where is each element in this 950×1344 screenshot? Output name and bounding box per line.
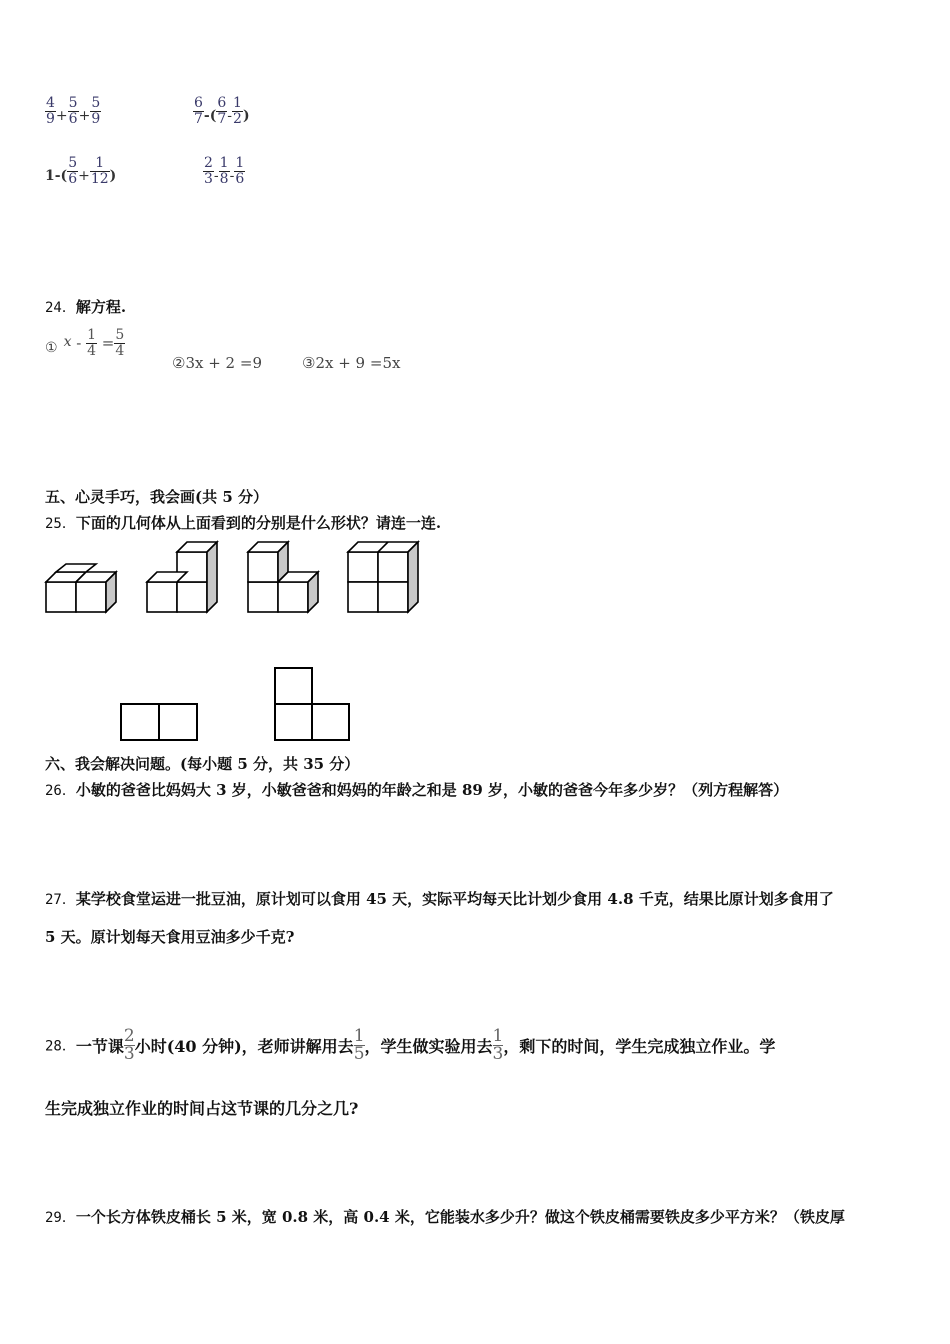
question-28-line-2: 生完成独立作业的时间占这节课的几分之几? <box>45 1099 359 1118</box>
fraction: $\frac{1}{6}$ <box>235 155 245 187</box>
top-view-shape-1 <box>121 704 197 740</box>
question-24-heading: 24．解方程. <box>45 298 127 316</box>
calc-expression-1: $\frac{4}{9}$ + $\frac{5}{6}$ + $\frac{5}{9}$ <box>46 95 101 127</box>
solid-figure-4 <box>348 542 418 612</box>
calc-expression-4: $\frac{2}{3}$ - $\frac{1}{8}$ - $\frac{1}{6}$ <box>204 155 245 187</box>
equation-2: ②3x + 2 =9 <box>172 354 262 372</box>
solid-figure-2 <box>147 542 217 612</box>
fraction: $\frac{1}{2}$ <box>233 95 242 127</box>
question-26: 26．小敏的爸爸比妈妈大 3 岁，小敏爸爸和妈妈的年龄之和是 89 岁，小敏的爸爸今年多少岁？（列方程解答） <box>45 781 789 799</box>
calc-expression-2: $\frac{6}{7}$ -( $\frac{6}{7}$ - $\frac{1}{2}$ ) <box>194 95 250 127</box>
fraction: $\frac{1}{12}$ <box>90 155 109 187</box>
equation-1: ① x - $\frac{1}{4}$ = $\frac{5}{4}$ <box>45 327 125 359</box>
fraction: $\frac{2}{3}$ <box>123 1026 135 1064</box>
fraction: $\frac{2}{3}$ <box>204 155 213 187</box>
fraction: $\frac{1}{5}$ <box>353 1026 365 1064</box>
solid-figure-3 <box>248 542 318 612</box>
fraction: $\frac{5}{4}$ <box>115 327 125 359</box>
question-27-line-1: 27．某学校食堂运进一批豆油，原计划可以食用 45 天，实际平均每天比计划少食用 4.8 千克，结果比原计划多食用了 <box>45 890 834 908</box>
fraction: $\frac{4}{9}$ <box>46 95 55 127</box>
section-5-title: 五、心灵手巧，我会画(共 5 分） <box>45 488 268 506</box>
question-25: 25．下面的几何体从上面看到的分别是什么形状？请连一连. <box>45 514 442 532</box>
section-6-title: 六、我会解决问题。(每小题 5 分，共 35 分） <box>45 755 360 773</box>
question-28-line-1: 28．一节课 $\frac{2}{3}$ 小时(40 分钟)，老师讲解用去 $\frac{1}{5}$ ，学生做实验用去 $\frac{1}{3}$ ，剩下的时间，学生完成独立作业。学 <box>45 1026 776 1064</box>
solid-figure-1 <box>46 564 116 612</box>
fraction: $\frac{5}{6}$ <box>68 155 78 187</box>
fraction: $\frac{1}{3}$ <box>492 1026 504 1064</box>
top-view-shape-2 <box>275 668 349 740</box>
fraction: $\frac{5}{6}$ <box>68 95 78 127</box>
question-29: 29．一个长方体铁皮桶长 5 米，宽 0.8 米，高 0.4 米，它能装水多少升？做这个铁皮桶需要铁皮多少平方米？（铁皮厚 <box>45 1208 845 1226</box>
question-27-line-2: 5 天。原计划每天食用豆油多少千克? <box>45 928 295 946</box>
equation-3: ③2x + 9 =5x <box>302 354 401 372</box>
fraction: $\frac{5}{9}$ <box>91 95 101 127</box>
fraction: $\frac{6}{7}$ <box>217 95 227 127</box>
fraction: $\frac{1}{4}$ <box>87 327 96 359</box>
calc-expression-3: 1-( $\frac{5}{6}$ + $\frac{1}{12}$ ) <box>45 155 117 187</box>
fraction: $\frac{6}{7}$ <box>194 95 203 127</box>
fraction: $\frac{1}{8}$ <box>219 155 229 187</box>
